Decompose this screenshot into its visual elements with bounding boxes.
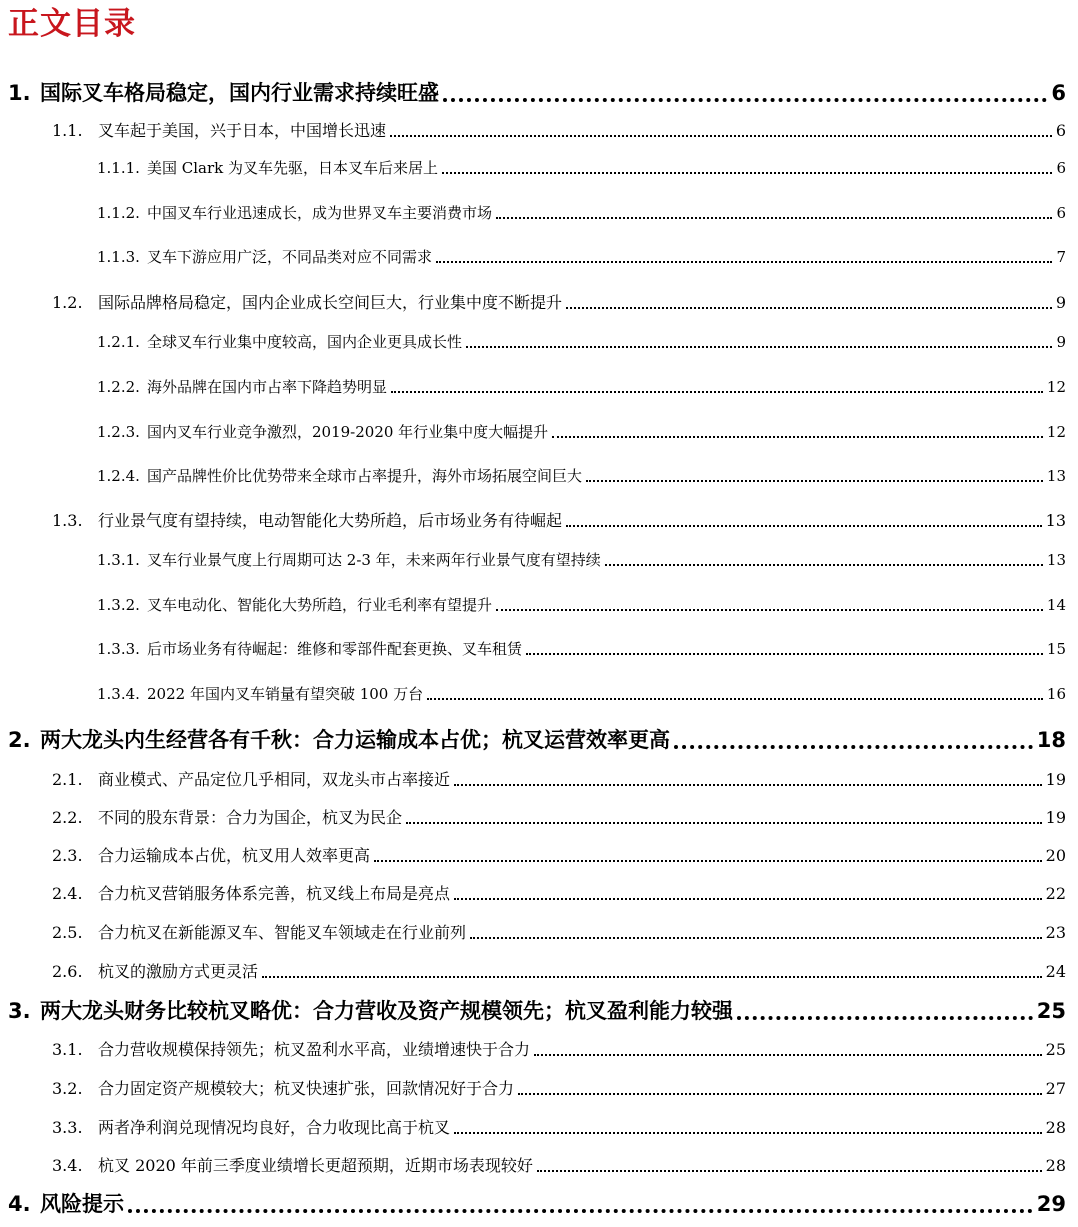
toc-entry-number: 1.3.1.	[97, 551, 140, 569]
toc-entry-level-2[interactable]	[52, 1115, 1066, 1138]
toc-entry-level-2[interactable]	[52, 843, 1066, 866]
toc-entry-level-3[interactable]	[97, 331, 1066, 352]
toc-entry-level-2[interactable]	[52, 1153, 1066, 1176]
toc-entry-page: 7	[1056, 248, 1066, 266]
toc-entry-title: 后市场业务有待崛起：维修和零部件配套更换、叉车租赁	[147, 640, 523, 658]
toc-entry-number: 2.	[8, 728, 31, 752]
toc-entry-page: 14	[1046, 596, 1066, 614]
dot-leader	[534, 1050, 1042, 1056]
dot-leader	[605, 560, 1043, 566]
toc-entry-level-1[interactable]	[8, 1188, 1066, 1218]
toc-entry-level-3[interactable]	[97, 465, 1066, 486]
dot-leader	[552, 432, 1043, 438]
toc-entry-number: 3.4.	[52, 1156, 83, 1175]
toc-entry-page: 16	[1046, 685, 1066, 703]
dot-leader	[496, 605, 1043, 611]
toc-entry-title: 国内叉车行业竞争激烈，2019-2020 年行业集中度大幅提升	[147, 423, 549, 441]
dot-leader	[443, 94, 1047, 102]
toc-entry-title: 两大龙头内生经营各有千秋：合力运输成本占优；杭叉运营效率更高	[40, 728, 670, 752]
toc-entry-number: 2.5.	[52, 923, 83, 942]
toc-entry-number: 3.3.	[52, 1118, 83, 1137]
dot-leader	[128, 1205, 1033, 1213]
toc-entry-title: 国产品牌性价比优势带来全球市占率提升，海外市场拓展空间巨大	[147, 467, 583, 485]
toc-entry-title: 叉车电动化、智能化大势所趋，行业毛利率有望提升	[147, 596, 493, 614]
toc-entry-number: 4.	[8, 1192, 31, 1216]
toc-entry-number: 1.2.3.	[97, 423, 140, 441]
toc-entry-level-3[interactable]	[97, 549, 1066, 570]
toc-entry-page: 29	[1036, 1192, 1066, 1216]
dot-leader	[566, 303, 1052, 309]
toc-entry-level-2[interactable]	[52, 508, 1066, 531]
toc-entry-number: 3.	[8, 999, 31, 1023]
toc-entry-level-3[interactable]	[97, 683, 1066, 704]
toc-entry-level-1[interactable]	[8, 77, 1066, 107]
dot-leader	[454, 894, 1042, 900]
toc-entry-title: 叉车行业景气度上行周期可达 2-3 年，未来两年行业景气度有望持续	[147, 551, 601, 569]
toc-entry-page: 9	[1056, 333, 1066, 351]
toc-entry-level-2[interactable]	[52, 959, 1066, 982]
toc-entry-level-2[interactable]	[52, 1037, 1066, 1060]
toc-entry-title: 杭叉 2020 年前三季度业绩增长更超预期，近期市场表现较好	[98, 1156, 533, 1175]
toc-entry-level-1[interactable]	[8, 995, 1066, 1025]
toc-entry-title: 2022 年国内叉车销量有望突破 100 万台	[147, 685, 424, 703]
toc-entry-number: 1.3.2.	[97, 596, 140, 614]
toc-entry-number: 1.2.1.	[97, 333, 140, 351]
toc-entry-number: 1.1.1.	[97, 159, 140, 177]
toc-entry-page: 19	[1045, 808, 1066, 827]
dot-leader	[454, 1128, 1042, 1134]
toc-entry-page: 9	[1055, 293, 1066, 312]
toc-entry-level-2[interactable]	[52, 290, 1066, 313]
toc-entry-page: 13	[1046, 467, 1066, 485]
toc-entry-number: 1.1.2.	[97, 204, 140, 222]
dot-leader	[391, 387, 1043, 393]
toc-entry-title: 合力杭叉营销服务体系完善，杭叉线上布局是亮点	[98, 884, 451, 903]
toc-entry-page: 6	[1055, 121, 1066, 140]
toc-entry-title: 合力杭叉在新能源叉车、智能叉车领域走在行业前列	[98, 923, 467, 942]
toc-entry-page: 23	[1045, 923, 1066, 942]
toc-entry-level-2[interactable]	[52, 805, 1066, 828]
toc-entry-page: 18	[1036, 728, 1066, 752]
toc-entry-number: 2.2.	[52, 808, 83, 827]
dot-leader	[427, 694, 1043, 700]
dot-leader	[737, 1012, 1033, 1020]
toc-entry-title: 国际叉车格局稳定，国内行业需求持续旺盛	[40, 81, 439, 105]
toc-entry-title: 合力固定资产规模较大；杭叉快速扩张，回款情况好于合力	[98, 1079, 515, 1098]
toc-entry-title: 海外品牌在国内市占率下降趋势明显	[147, 378, 388, 396]
toc-entry-page: 20	[1045, 846, 1066, 865]
toc-entry-level-1[interactable]	[8, 724, 1066, 754]
toc-entry-title: 美国 Clark 为叉车先驱，日本叉车后来居上	[147, 159, 439, 177]
dot-leader	[526, 649, 1043, 655]
toc-entry-number: 1.2.4.	[97, 467, 140, 485]
toc-entry-title: 叉车起于美国，兴于日本，中国增长迅速	[98, 121, 387, 140]
toc-entry-level-2[interactable]	[52, 881, 1066, 904]
toc-entry-title: 不同的股东背景：合力为国企，杭叉为民企	[98, 808, 403, 827]
toc-entry-title: 商业模式、产品定位几乎相同，双龙头市占率接近	[98, 770, 451, 789]
toc-entry-number: 1.3.	[52, 511, 83, 530]
toc-entry-level-2[interactable]	[52, 118, 1066, 141]
toc-entry-number: 2.3.	[52, 846, 83, 865]
toc-entry-number: 1.	[8, 81, 31, 105]
toc-entry-page: 27	[1045, 1079, 1066, 1098]
toc-entry-page: 22	[1045, 884, 1066, 903]
toc-entry-page: 12	[1046, 378, 1066, 396]
dot-leader	[470, 933, 1042, 939]
dot-leader	[537, 1166, 1042, 1172]
toc-entry-level-3[interactable]	[97, 157, 1066, 178]
dot-leader	[566, 521, 1042, 527]
toc-entry-title: 国际品牌格局稳定，国内企业成长空间巨大，行业集中度不断提升	[98, 293, 563, 312]
dot-leader	[436, 257, 1052, 263]
toc-entry-page: 25	[1045, 1040, 1066, 1059]
dot-leader	[466, 342, 1052, 348]
toc-entry-number: 1.2.	[52, 293, 83, 312]
toc-entry-title: 两者净利润兑现情况均良好，合力收现比高于杭叉	[98, 1118, 451, 1137]
toc-entry-page: 6	[1056, 204, 1066, 222]
toc-entry-title: 行业景气度有望持续，电动智能化大势所趋，后市场业务有待崛起	[98, 511, 563, 530]
dot-leader	[674, 741, 1033, 749]
dot-leader	[586, 476, 1043, 482]
toc-entry-page: 19	[1045, 770, 1066, 789]
toc-entry-page: 13	[1046, 551, 1066, 569]
dot-leader	[406, 818, 1042, 824]
toc-entry-level-3[interactable]	[97, 376, 1066, 397]
toc-entry-page: 15	[1046, 640, 1066, 658]
toc-entry-level-3[interactable]	[97, 246, 1066, 267]
toc-entry-title: 两大龙头财务比较杭叉略优：合力营收及资产规模领先；杭叉盈利能力较强	[40, 999, 733, 1023]
dot-leader	[390, 131, 1052, 137]
toc-entry-number: 3.2.	[52, 1079, 83, 1098]
toc-entry-level-3[interactable]	[97, 638, 1066, 659]
toc-entry-title: 杭叉的激励方式更灵活	[98, 962, 259, 981]
toc-entry-title: 中国叉车行业迅速成长，成为世界叉车主要消费市场	[147, 204, 493, 222]
toc-entry-title: 全球叉车行业集中度较高，国内企业更具成长性	[147, 333, 463, 351]
toc-entry-level-3[interactable]	[97, 594, 1066, 615]
toc-entry-title: 合力运输成本占优，杭叉用人效率更高	[98, 846, 371, 865]
toc-entry-level-2[interactable]	[52, 1076, 1066, 1099]
toc-entry-number: 1.3.3.	[97, 640, 140, 658]
dot-leader	[518, 1089, 1042, 1095]
dot-leader	[496, 213, 1052, 219]
dot-leader	[454, 780, 1042, 786]
toc-entry-level-2[interactable]	[52, 920, 1066, 943]
toc-entry-page: 13	[1045, 511, 1066, 530]
toc-entry-number: 1.2.2.	[97, 378, 140, 396]
toc-entry-page: 25	[1036, 999, 1066, 1023]
toc-entry-number: 1.1.	[52, 121, 83, 140]
toc-entry-number: 3.1.	[52, 1040, 83, 1059]
toc-entry-number: 2.1.	[52, 770, 83, 789]
toc-entry-page: 28	[1045, 1156, 1066, 1175]
toc-entry-number: 2.4.	[52, 884, 83, 903]
toc-entry-level-3[interactable]	[97, 421, 1066, 442]
toc-entry-number: 1.1.3.	[97, 248, 140, 266]
toc-entry-title: 叉车下游应用广泛，不同品类对应不同需求	[147, 248, 433, 266]
toc-entry-page: 12	[1046, 423, 1066, 441]
toc-entry-page: 28	[1045, 1118, 1066, 1137]
toc-entry-title: 合力营收规模保持领先；杭叉盈利水平高，业绩增速快于合力	[98, 1040, 531, 1059]
toc-entry-title: 风险提示	[40, 1192, 124, 1216]
toc-entry-level-3[interactable]	[97, 202, 1066, 223]
dot-leader	[442, 168, 1052, 174]
dot-leader	[262, 972, 1042, 978]
dot-leader	[374, 856, 1042, 862]
toc-entry-number: 2.6.	[52, 962, 83, 981]
toc-entry-page: 6	[1051, 81, 1066, 105]
toc-entry-number: 1.3.4.	[97, 685, 140, 703]
toc-title: 正文目录	[8, 6, 136, 42]
toc-entry-page: 6	[1056, 159, 1066, 177]
toc-entry-page: 24	[1045, 962, 1066, 981]
toc-entry-level-2[interactable]	[52, 767, 1066, 790]
